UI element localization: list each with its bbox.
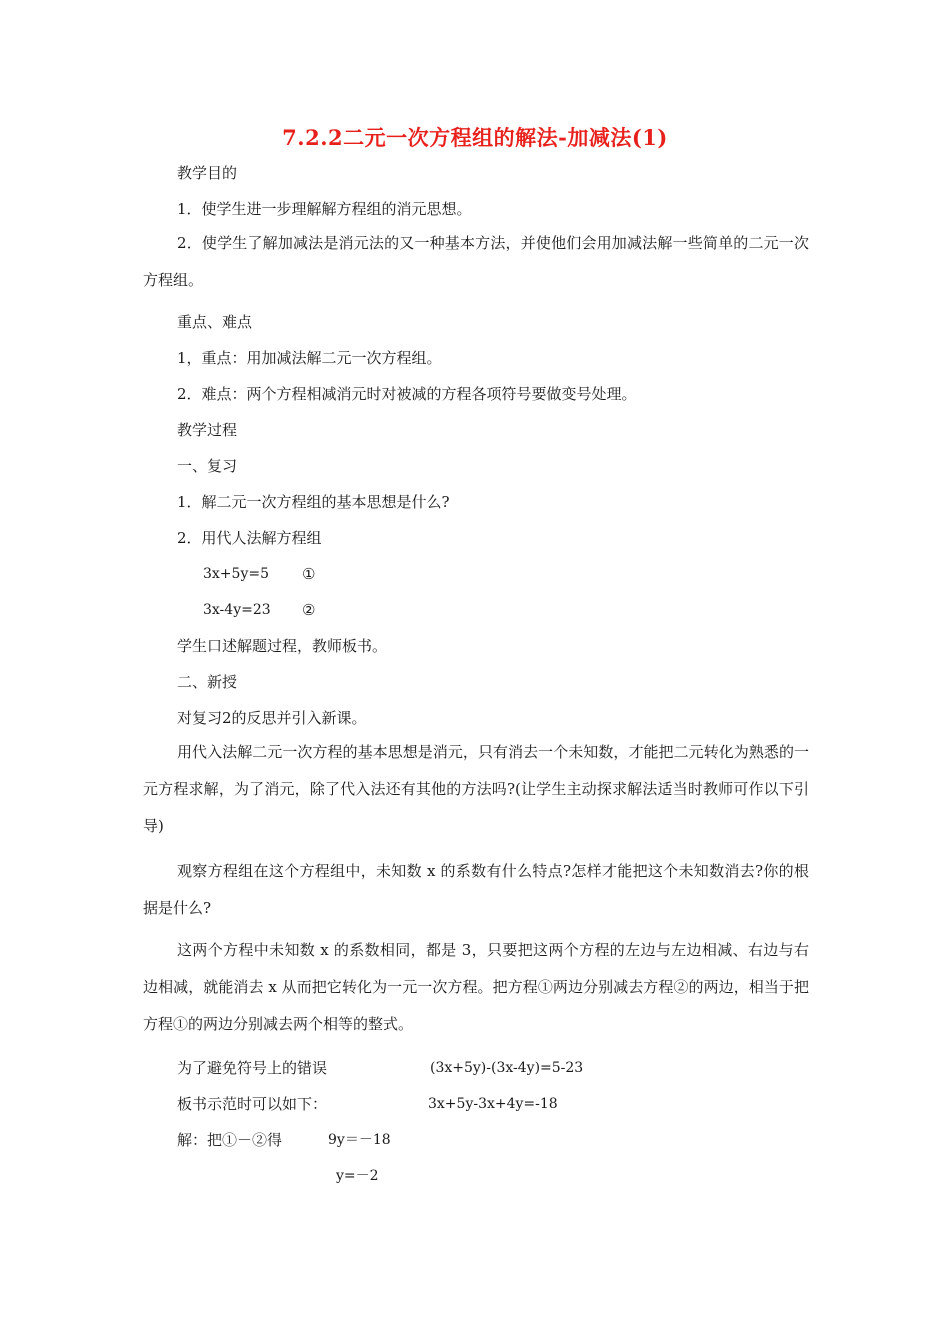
equation-1-mark: ①: [302, 565, 316, 583]
solution-equation-2: y=－2: [336, 1168, 379, 1184]
review-question-1: 1．解二元一次方程组的基本思想是什么?: [177, 493, 450, 511]
review-heading: 一、复习: [177, 457, 238, 475]
new-lesson-heading: 二、新授: [177, 673, 238, 691]
avoid-error-label: 为了避免符号上的错误: [177, 1059, 328, 1077]
objective-1: 1．使学生进一步理解解方程组的消元思想。: [177, 200, 472, 218]
paragraph-explanation: 这两个方程中未知数 x 的系数相同，都是 3，只要把这两个方程的左边与左边相减、右边与右边相减，就能消去 x 从而把它转化为一元一次方程。把方程①两边分别减去方程②的两边，相当于把方程①的两边分别减去两个相等的整式。: [143, 941, 809, 1033]
equation-2: 3x-4y=23: [203, 602, 271, 618]
paragraph-substitution: 用代入法解二元一次方程的基本思想是消元，只有消去一个未知数，才能把二元转化为熟悉的一元方程求解，为了消元，除了代入法还有其他的方法吗?(让学生主动探求解法适当时教师可作以下引导): [143, 743, 809, 835]
board-example-label: 板书示范时可以如下：: [177, 1095, 328, 1113]
paragraph-observe: 观察方程组在这个方程组中，未知数 x 的系数有什么特点?怎样才能把这个未知数消去?你的根据是什么?: [143, 862, 809, 917]
key-point: 1，重点：用加减法解二元一次方程组。: [177, 349, 442, 367]
reflection-line: 对复习2的反思并引入新课。: [177, 709, 367, 727]
equation-1: 3x+5y=5: [203, 566, 269, 582]
review-question-2: 2．用代人法解方程组: [177, 529, 322, 547]
key-heading: 重点、难点: [177, 313, 253, 331]
student-note: 学生口述解题过程，教师板书。: [177, 637, 388, 655]
board-example-equation: 3x+5y-3x+4y=-18: [428, 1096, 558, 1112]
objective-2: 2．使学生了解加减法是消元法的又一种基本方法，并使他们会用加减法解一些简单的二元一次方程组。: [143, 234, 809, 289]
solution-label: 解：把①－②得: [177, 1131, 283, 1149]
equation-2-mark: ②: [302, 601, 316, 619]
objectives-heading: 教学目的: [177, 164, 238, 182]
process-heading: 教学过程: [177, 421, 238, 439]
difficult-point: 2．难点：两个方程相减消元时对被减的方程各项符号要做变号处理。: [177, 385, 637, 403]
page-title: 7.2.2二元一次方程组的解法-加减法(1): [282, 125, 668, 150]
avoid-error-equation: (3x+5y)-(3x-4y)=5-23: [430, 1060, 584, 1076]
solution-equation-1: 9y＝－18: [328, 1132, 391, 1148]
